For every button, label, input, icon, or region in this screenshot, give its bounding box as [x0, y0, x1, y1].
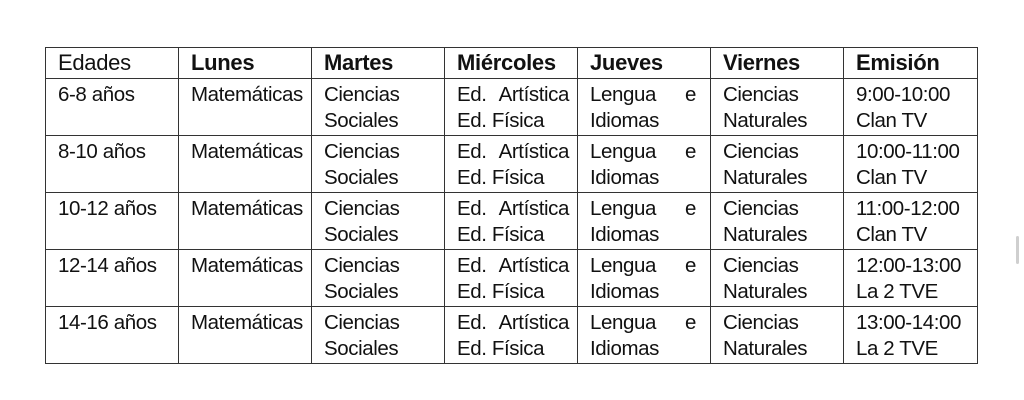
header-broadcast: Emisión [844, 48, 978, 79]
friday-line-1: Ciencias [723, 254, 799, 277]
monday-cell: Matemáticas [179, 136, 312, 193]
thursday-cell [578, 307, 711, 364]
table-row [46, 136, 978, 193]
friday-cell [711, 250, 844, 307]
thursday-cell [578, 79, 711, 136]
age-cell: 6-8 años [46, 79, 179, 136]
broadcast-channel: La 2 TVE [856, 337, 938, 360]
tuesday-line-1: Ciencias [324, 140, 400, 163]
wednesday-word-1: Ed. [457, 254, 487, 277]
monday-cell: Matemáticas [179, 79, 312, 136]
wednesday-line-2: Ed. Física [457, 337, 545, 360]
thursday-line-2: Idiomas [590, 337, 659, 360]
friday-cell [711, 79, 844, 136]
scroll-indicator [1016, 236, 1019, 264]
wednesday-cell [445, 136, 578, 193]
wednesday-line-1 [457, 139, 577, 165]
tuesday-cell [312, 250, 445, 307]
friday-line-1: Ciencias [723, 140, 799, 163]
monday-cell: Matemáticas [179, 250, 312, 307]
thursday-cell [578, 250, 711, 307]
header-thursday: Jueves [578, 48, 711, 79]
wednesday-word-1: Ed. [457, 83, 487, 106]
thursday-line-1 [590, 253, 710, 279]
table-row [46, 250, 978, 307]
broadcast-time: 12:00-13:00 [856, 254, 962, 277]
thursday-line-2: Idiomas [590, 109, 659, 132]
wednesday-word-2: Artística [498, 254, 570, 277]
friday-cell [711, 307, 844, 364]
tuesday-line-1: Ciencias [324, 83, 400, 106]
broadcast-cell [844, 193, 978, 250]
thursday-word-2: e [684, 197, 696, 220]
monday-cell: Matemáticas [179, 307, 312, 364]
broadcast-channel: Clan TV [856, 166, 927, 189]
thursday-line-2: Idiomas [590, 166, 659, 189]
wednesday-line-1 [457, 82, 577, 108]
tuesday-cell [312, 79, 445, 136]
thursday-line-2: Idiomas [590, 280, 659, 303]
tuesday-line-2: Sociales [324, 223, 399, 246]
friday-line-2: Naturales [723, 166, 808, 189]
friday-line-2: Naturales [723, 280, 808, 303]
tuesday-cell [312, 193, 445, 250]
header-friday: Viernes [711, 48, 844, 79]
wednesday-line-2: Ed. Física [457, 223, 545, 246]
broadcast-cell [844, 250, 978, 307]
tuesday-line-1: Ciencias [324, 311, 400, 334]
tuesday-line-2: Sociales [324, 337, 399, 360]
age-cell: 14-16 años [46, 307, 179, 364]
broadcast-channel: Clan TV [856, 109, 927, 132]
thursday-cell [578, 136, 711, 193]
tuesday-line-1: Ciencias [324, 254, 400, 277]
thursday-word-1: Lengua [590, 197, 657, 220]
thursday-word-2: e [684, 140, 696, 163]
age-cell: 12-14 años [46, 250, 179, 307]
thursday-line-1 [590, 82, 710, 108]
wednesday-word-2: Artística [498, 311, 570, 334]
friday-line-2: Naturales [723, 223, 808, 246]
friday-line-2: Naturales [723, 109, 808, 132]
broadcast-time: 9:00-10:00 [856, 83, 951, 106]
wednesday-line-1 [457, 253, 577, 279]
broadcast-channel: Clan TV [856, 223, 927, 246]
tuesday-line-2: Sociales [324, 280, 399, 303]
thursday-line-2: Idiomas [590, 223, 659, 246]
wednesday-line-2: Ed. Física [457, 166, 545, 189]
friday-line-1: Ciencias [723, 83, 799, 106]
table-row [46, 307, 978, 364]
broadcast-time: 10:00-11:00 [856, 140, 960, 163]
thursday-word-2: e [684, 254, 696, 277]
age-cell: 10-12 años [46, 193, 179, 250]
broadcast-cell [844, 307, 978, 364]
header-row [46, 48, 978, 79]
broadcast-time: 13:00-14:00 [856, 311, 962, 334]
wednesday-line-2: Ed. Física [457, 109, 545, 132]
thursday-cell [578, 193, 711, 250]
friday-line-2: Naturales [723, 337, 808, 360]
friday-line-1: Ciencias [723, 197, 799, 220]
wednesday-line-1 [457, 310, 577, 336]
wednesday-word-1: Ed. [457, 311, 487, 334]
wednesday-word-2: Artística [498, 197, 570, 220]
thursday-word-2: e [684, 83, 696, 106]
tuesday-line-2: Sociales [324, 166, 399, 189]
tuesday-cell [312, 307, 445, 364]
thursday-word-1: Lengua [590, 83, 657, 106]
broadcast-channel: La 2 TVE [856, 280, 938, 303]
header-monday: Lunes [179, 48, 312, 79]
thursday-word-1: Lengua [590, 140, 657, 163]
wednesday-cell [445, 250, 578, 307]
age-cell: 8-10 años [46, 136, 179, 193]
schedule-table [45, 47, 978, 364]
wednesday-cell [445, 307, 578, 364]
wednesday-line-1 [457, 196, 577, 222]
table-row [46, 79, 978, 136]
thursday-line-1 [590, 196, 710, 222]
thursday-word-1: Lengua [590, 311, 657, 334]
wednesday-word-2: Artística [498, 140, 570, 163]
friday-line-1: Ciencias [723, 311, 799, 334]
wednesday-cell [445, 79, 578, 136]
table-row [46, 193, 978, 250]
broadcast-cell [844, 79, 978, 136]
wednesday-word-1: Ed. [457, 140, 487, 163]
thursday-line-1 [590, 139, 710, 165]
header-tuesday: Martes [312, 48, 445, 79]
monday-cell: Matemáticas [179, 193, 312, 250]
tuesday-line-2: Sociales [324, 109, 399, 132]
thursday-word-1: Lengua [590, 254, 657, 277]
wednesday-word-2: Artística [498, 83, 570, 106]
tuesday-cell [312, 136, 445, 193]
friday-cell [711, 193, 844, 250]
thursday-word-2: e [684, 311, 696, 334]
header-wednesday: Miércoles [445, 48, 578, 79]
header-ages: Edades [46, 48, 179, 79]
wednesday-line-2: Ed. Física [457, 280, 545, 303]
thursday-line-1 [590, 310, 710, 336]
wednesday-word-1: Ed. [457, 197, 487, 220]
tuesday-line-1: Ciencias [324, 197, 400, 220]
wednesday-cell [445, 193, 578, 250]
broadcast-time: 11:00-12:00 [856, 197, 960, 220]
broadcast-cell [844, 136, 978, 193]
friday-cell [711, 136, 844, 193]
